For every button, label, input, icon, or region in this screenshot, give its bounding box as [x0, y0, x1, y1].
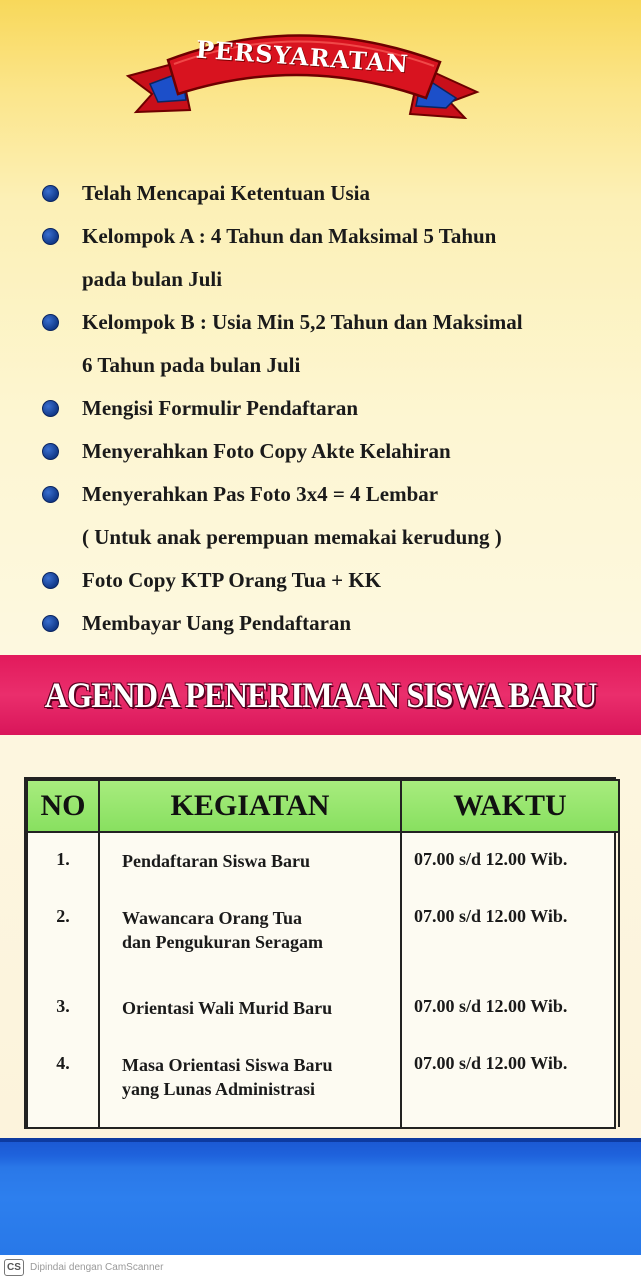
title-banner: [120, 14, 485, 119]
cell-no: 2.: [27, 890, 99, 980]
cell-kegiatan: Orientasi Wali Murid Baru: [99, 980, 401, 1036]
table-header-row: [27, 780, 619, 832]
bullet-icon: [42, 572, 59, 589]
requirement-item: Menyerahkan Foto Copy Akte Kelahiran: [36, 430, 636, 473]
cell-kegiatan: Masa Orientasi Siswa Baru yang Lunas Administrasi: [99, 1037, 401, 1127]
requirement-item: Foto Copy KTP Orang Tua + KK: [36, 559, 636, 602]
requirement-item: Menyerahkan Pas Foto 3x4 = 4 Lembar ( Untuk anak perempuan memakai kerudung ): [36, 473, 636, 559]
table-row: [27, 832, 619, 890]
cell-kegiatan: Wawancara Orang Tua dan Pengukuran Seragam: [99, 890, 401, 980]
table-row: [27, 890, 619, 980]
bullet-icon: [42, 615, 59, 632]
bullet-icon: [42, 443, 59, 460]
cell-no: 1.: [27, 832, 99, 890]
requirements-list: [36, 172, 636, 645]
table-row: [27, 1037, 619, 1127]
table-row: [27, 980, 619, 1036]
cell-no: 3.: [27, 980, 99, 1036]
cell-waktu: 07.00 s/d 12.00 Wib.: [401, 832, 619, 890]
requirement-item: Telah Mencapai Ketentuan Usia: [36, 172, 636, 215]
camscanner-logo-icon: CS: [4, 1259, 24, 1276]
bullet-icon: [42, 185, 59, 202]
cell-waktu: 07.00 s/d 12.00 Wib.: [401, 890, 619, 980]
footer-band: [0, 1138, 641, 1255]
cell-no: 4.: [27, 1037, 99, 1127]
footer-divider: [0, 1138, 641, 1142]
requirement-item: Kelompok A : 4 Tahun dan Maksimal 5 Tahun pada bulan Juli: [36, 215, 636, 301]
banner-title: PERSYARATAN: [195, 34, 410, 79]
agenda-title: AGENDA PENERIMAAN SISWA BARU: [44, 675, 597, 715]
header-waktu: WAKTU: [401, 780, 619, 832]
requirement-item: Mengisi Formulir Pendaftaran: [36, 387, 636, 430]
camscanner-watermark: [4, 1258, 163, 1276]
requirement-item: Kelompok B : Usia Min 5,2 Tahun dan Maksimal 6 Tahun pada bulan Juli: [36, 301, 636, 387]
cell-kegiatan: Pendaftaran Siswa Baru: [99, 832, 401, 890]
header-no: NO: [27, 780, 99, 832]
bullet-icon: [42, 486, 59, 503]
cell-waktu: 07.00 s/d 12.00 Wib.: [401, 980, 619, 1036]
bullet-icon: [42, 228, 59, 245]
watermark-text: Dipindai dengan CamScanner: [30, 1261, 164, 1273]
bullet-icon: [42, 400, 59, 417]
agenda-band: [0, 655, 641, 735]
header-kegiatan: KEGIATAN: [99, 780, 401, 832]
cell-waktu: 07.00 s/d 12.00 Wib.: [401, 1037, 619, 1127]
agenda-table: [24, 777, 616, 1129]
bullet-icon: [42, 314, 59, 331]
requirement-item: Membayar Uang Pendaftaran: [36, 602, 636, 645]
